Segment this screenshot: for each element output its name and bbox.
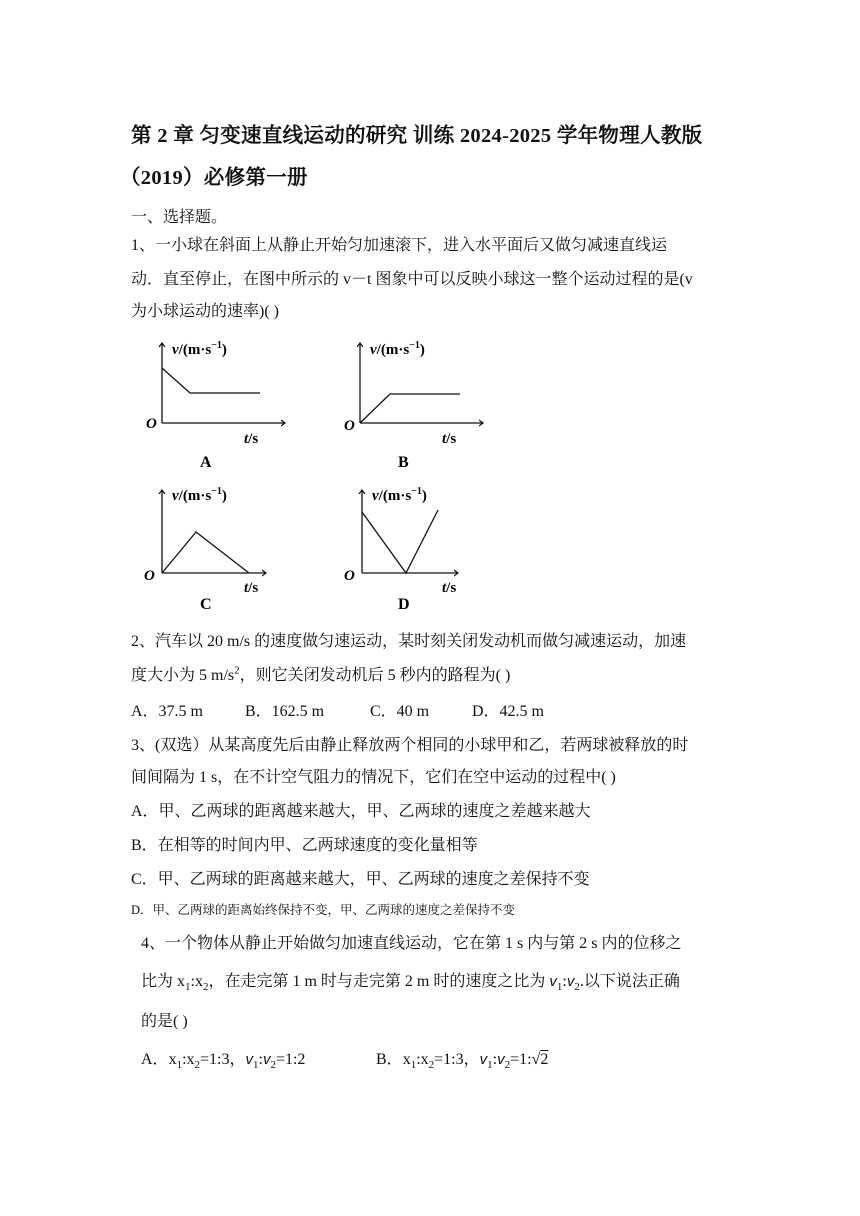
graph-b-label: B [398, 454, 409, 471]
q2-line1: 2、汽车以 20 m/s 的速度做匀速运动，某时刻关闭发动机而做匀减速运动，加速 [131, 633, 687, 650]
page-title-line2: （2019）必修第一册 [120, 167, 308, 189]
graph-a-label: A [200, 454, 212, 471]
q3-line1: 3、(双选）从某高度先后由静止释放两个相同的小球甲和乙，若两球被释放的时 [131, 737, 689, 754]
svg-text:t/s: t/s [244, 580, 259, 596]
q1-line2: 动．直至停止，在图中所示的 v－t 图象中可以反映小球这一整个运动过程的是(v [131, 271, 693, 288]
sqrt-radicand: 2 [540, 1051, 549, 1068]
graph-b [344, 340, 483, 471]
q3-option-d: D．甲、乙两球的距离始终保持不变，甲、乙两球的速度之差保持不变 [131, 903, 516, 917]
graph-c [144, 486, 266, 613]
svg-text:v/(m·s−1): $v/(m\cdot s^{-1})$ [370, 340, 425, 358]
q2-line2: 度大小为 5 $m/s^2$，则它关闭发动机后 5 秒内的路程为( ) [131, 664, 511, 684]
q4-line1: 4、一个物体从静止开始做匀加速直线运动，它在第 1 s 内与第 2 s 内的位移之 [141, 935, 682, 952]
graph-a [146, 340, 285, 471]
section-heading: 一、选择题。 [131, 209, 228, 226]
svg-text:O: O [344, 418, 355, 434]
q2-option-c: C．40 m [370, 703, 430, 720]
sqrt-symbol: √ [531, 1051, 541, 1068]
page-title-line1: 第 2 章 匀变速直线运动的研究 训练 2024-2025 学年物理人教版 [131, 125, 703, 147]
q2-option-d: D．42.5 m [472, 703, 545, 720]
svg-text:O: O [146, 416, 157, 432]
graph-c-curve [162, 532, 249, 573]
q1-line1: 1、一小球在斜面上从静止开始匀加速滚下，进入水平面后又做匀减速直线运 [131, 237, 668, 254]
q4-line3: 的是( ) [141, 1013, 188, 1030]
q3-option-b: B．在相等的时间内甲、乙两球速度的变化量相等 [131, 837, 478, 854]
q3-option-a: A．甲、乙两球的距离越来越大，甲、乙两球的速度之差越来越大 [131, 803, 591, 820]
graph-d [344, 486, 458, 613]
svg-text:t/s: t/s [442, 580, 457, 596]
vt-graphs-figure [0, 318, 860, 618]
graph-a-curve [162, 368, 260, 393]
svg-text:O: O [344, 568, 355, 584]
q4-line2: 比为 $x_1:x_2$，在走完第 1 m 时与走完第 2 m 时的速度之比为 $v_1:v_2$.以下说法正确 [141, 973, 680, 994]
svg-text:t/s: t/s [442, 431, 457, 447]
q2-option-b: B．162.5 m [245, 703, 325, 720]
svg-text:O: O [144, 568, 155, 584]
svg-text:v/(m·s−1): $v/(m\cdot s^{-1})$ [372, 486, 427, 504]
graph-d-label: D [398, 596, 410, 613]
q3-line2: 间间隔为 1 s，在不计空气阻力的情况下，它们在空中运动的过程中( ) [131, 769, 616, 786]
q4-option-a: A．$x_1:x_2=1:3$，$v_1:v_2=1:2$ [141, 1051, 306, 1072]
q2-option-a: A．37.5 m [131, 703, 204, 720]
q3-option-c: C．甲、乙两球的距离越来越大，甲、乙两球的速度之差保持不变 [131, 871, 590, 888]
graph-c-label: C [200, 596, 212, 613]
q1-line3: 为小球运动的速率)( ) [131, 303, 279, 320]
graph-b-curve [360, 394, 460, 423]
svg-text:t/s: t/s [244, 431, 259, 447]
graph-d-curve [362, 510, 438, 573]
svg-text:v/(m·s−1): $v/(m\cdot s^{-1})$ [172, 486, 227, 504]
svg-text:v/(m·s−1): $v/(m\cdot s^{-1})$ [172, 340, 227, 358]
q4-option-b: B．$x_1:x_2=1:3$，$v_1:v_2=1:√2$ [376, 1051, 549, 1072]
